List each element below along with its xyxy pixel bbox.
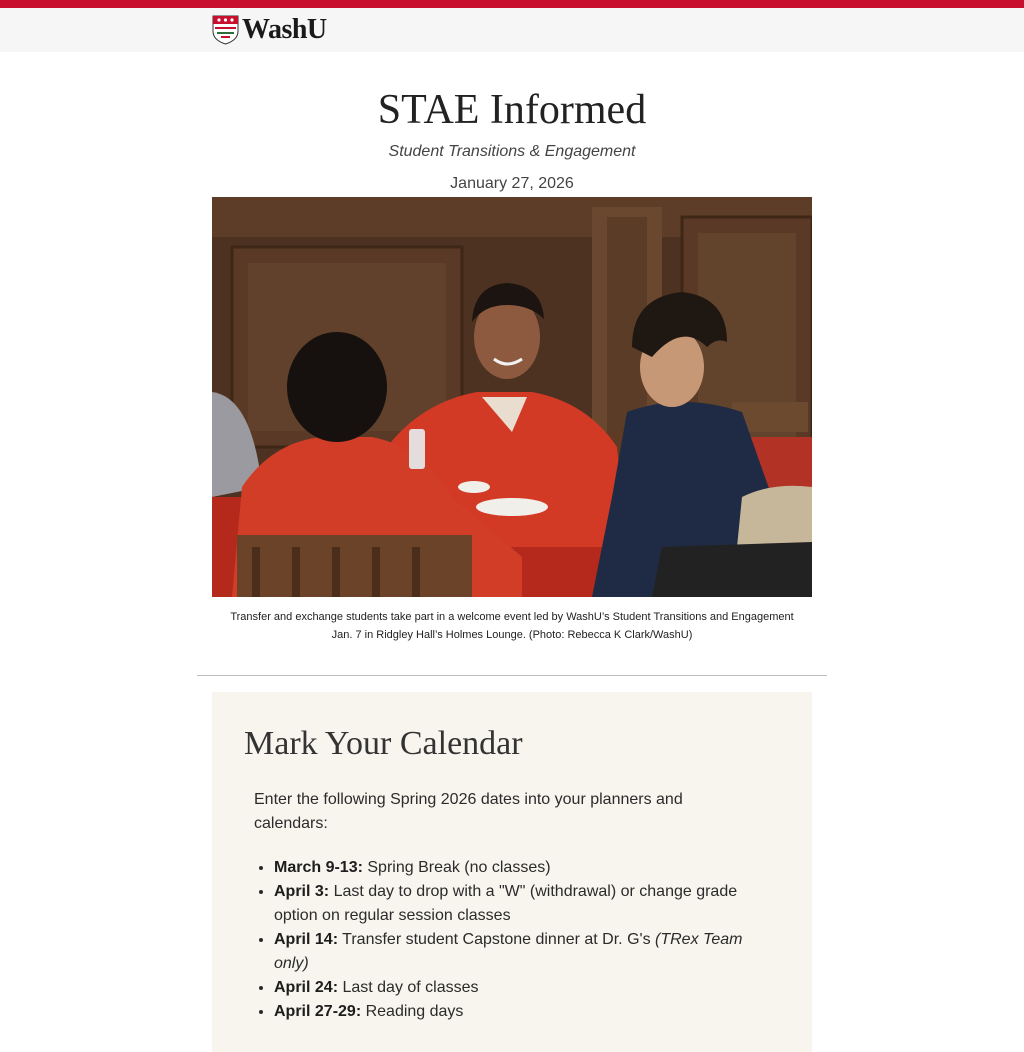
logo-wordmark: WashU: [242, 14, 327, 45]
photo-caption: [222, 608, 802, 644]
brand-accent-bar: [0, 0, 1024, 8]
event-date: April 3:: [274, 883, 330, 900]
event-note: (TRex Team only): [274, 931, 743, 972]
event-text: Last day of classes: [338, 979, 479, 996]
newsletter-subtitle: Student Transitions & Engagement: [388, 143, 636, 160]
caption-line: Transfer and exchange students take part in a welcome event led by WashU’s Student Transitions and Engagement: [230, 611, 794, 623]
event-date: April 24:: [274, 979, 339, 996]
event-text: Last day to drop with a "W" (withdrawal) or change grade option on regular session classes: [274, 883, 738, 924]
event-date: April 27-29:: [274, 1003, 362, 1020]
calendar-intro: Enter the following Spring 2026 dates into your planners and calendars:: [254, 791, 683, 832]
list-item: [274, 856, 764, 880]
event-date: March 9-13:: [274, 859, 363, 876]
event-text: Reading days: [361, 1003, 464, 1020]
event-text: Spring Break (no classes): [362, 859, 551, 876]
caption-line: Jan. 7 in Ridgley Hall’s Holmes Lounge. (Photo: Rebecca K Clark/WashU): [331, 629, 693, 641]
list-item: [274, 928, 764, 976]
photo-students-dinner-icon: [212, 197, 812, 597]
washu-logo[interactable]: [212, 15, 327, 45]
hero-photo: [212, 197, 812, 597]
calendar-section: [212, 692, 812, 1052]
list-item: [274, 1000, 764, 1024]
email-header: [0, 8, 1024, 52]
list-item: [274, 880, 764, 928]
section-divider: [197, 675, 827, 676]
event-text: Transfer student Capstone dinner at Dr. G's: [338, 931, 656, 948]
event-date: April 14:: [274, 931, 339, 948]
newsletter-title: STAE Informed: [377, 87, 647, 133]
issue-date: January 27, 2026: [450, 175, 574, 192]
shield-icon: [212, 15, 239, 45]
list-item: [274, 976, 764, 1000]
calendar-heading: Mark Your Calendar: [244, 725, 523, 762]
calendar-dates-list: [274, 856, 764, 1024]
